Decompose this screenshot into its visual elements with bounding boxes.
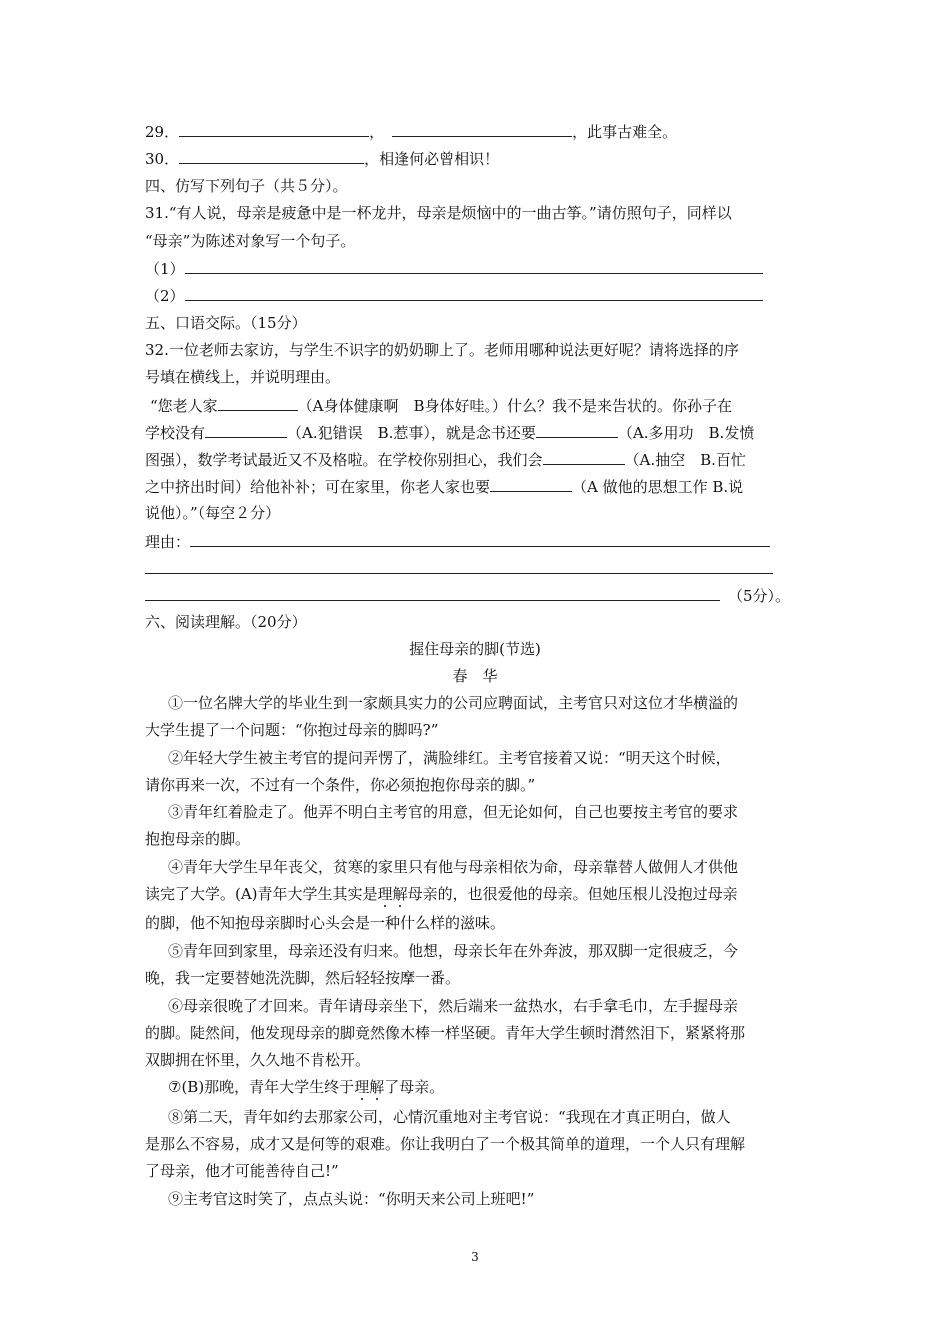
paragraph-5-line1: ⑤青年回到家里，母亲还没有归来。他想，母亲长年在外奔波，那双脚一定很疲乏，今 bbox=[168, 942, 739, 960]
paragraph-6-line1: ⑥母亲很晚了才回来。青年请母亲坐下，然后端来一盆热水，右手拿毛巾，左手握母亲 bbox=[168, 997, 739, 1015]
reason-rule-2[interactable] bbox=[145, 573, 773, 574]
answer-blank[interactable] bbox=[392, 121, 572, 137]
question-30: 30． ，相逢何必曾相识！ bbox=[145, 150, 500, 168]
question-32-passage-line1: “您老人家 （A身体健康啊 B身体好哇。）什么？我不是来告状的。你孙子在 bbox=[150, 397, 733, 415]
paragraph-1-line2: 大学生提了一个问题：“你抱过母亲的脚吗?” bbox=[145, 721, 439, 739]
paragraph-8-line1: ⑧第二天，青年如约去那家公司，心情沉重地对主考官说：“我现在才真正明白，做人 bbox=[168, 1108, 731, 1126]
paragraph-1-line1: ①一位名牌大学的毕业生到一家颇具实力的公司应聘面试，主考官只对这位才华横溢的 bbox=[168, 694, 739, 712]
paragraph-9: ⑨主考官这时笑了，点点头说：“你明天来公司上班吧!” bbox=[168, 1190, 535, 1208]
question-31-item-1: （1） bbox=[145, 258, 763, 279]
question-29: 29． ， ，此事古难全。 bbox=[145, 123, 678, 141]
answer-blank[interactable] bbox=[179, 148, 364, 164]
paragraph-8-line3: 了母亲，他才可能善待自己!” bbox=[145, 1162, 339, 1180]
answer-blank[interactable] bbox=[185, 285, 763, 301]
emphasis-dot-char: 理 bbox=[354, 1078, 370, 1096]
article-author: 春 华 bbox=[452, 667, 498, 685]
question-31-item-2: （2） bbox=[145, 285, 763, 306]
answer-blank[interactable] bbox=[490, 476, 572, 492]
section-4-heading: 四、仿写下列句子（共５分）。 bbox=[145, 177, 348, 195]
section-5-heading: 五、口语交际。（15分） bbox=[145, 314, 307, 332]
emphasis-dot-char: 解 bbox=[392, 885, 408, 903]
answer-blank[interactable] bbox=[536, 422, 618, 438]
paragraph-2-line2: 请你再来一次，不过有一个条件，你必须抱抱你母亲的脚。” bbox=[145, 776, 536, 794]
question-32-passage-line4: 之中挤出时间）给他补补；可在家里，你老人家也要 （A 做他的思想工作 B.说 bbox=[145, 478, 744, 496]
paragraph-6-line2: 的脚。陡然间，他发现母亲的脚竟然像木棒一样坚硬。青年大学生顿时潸然泪下，紧紧将那 bbox=[145, 1024, 746, 1042]
paragraph-4-line3: 的脚，他不知抱母亲脚时心头会是一种什么样的滋味。 bbox=[145, 914, 506, 932]
paragraph-4-line1: ④青年大学生早年丧父，贫寒的家里只有他与母亲相依为命，母亲靠替人做佣人才供他 bbox=[168, 858, 739, 876]
emphasis-dot-char: 解 bbox=[369, 1078, 385, 1096]
paragraph-4-line2: 读完了大学。(A)青年大学生其实是理解母亲的，也很爱他的母亲。但她压根儿没抱过母亲 bbox=[145, 885, 738, 903]
paragraph-8-line2: 是那么不容易，成才又是何等的艰难。你让我明白了一个极其简单的道理，一个人只有理解 bbox=[145, 1135, 746, 1153]
paragraph-3-line2: 抱抱母亲的脚。 bbox=[145, 830, 251, 848]
page-number: 3 bbox=[471, 1250, 479, 1264]
paragraph-2-line1: ②年轻大学生被主考官的提问弄愣了，满脸绯红。主考官接着又说：“明天这个时候， bbox=[168, 749, 731, 767]
question-31-line2: “母亲”为陈述对象写一个句子。 bbox=[145, 232, 356, 250]
answer-blank[interactable] bbox=[543, 449, 625, 465]
reason-blank[interactable] bbox=[190, 531, 770, 547]
paragraph-5-line2: 晚，我一定要替她洗洗脚，然后轻轻按摩一番。 bbox=[145, 969, 461, 987]
reason-blank[interactable] bbox=[145, 585, 720, 601]
paragraph-3-line1: ③青年红着脸走了。他弄不明白主考官的用意，但无论如何，自己也要按主考官的要求 bbox=[168, 803, 739, 821]
question-32-passage-line2: 学校没有 （A.犯错误 B.惹事），就是念书还要 （A.多用功 B.发愤 bbox=[145, 424, 755, 442]
question-32-passage-line5: 说他）。”（每空２分） bbox=[145, 504, 281, 522]
question-32-line2: 号填在横线上，并说明理由。 bbox=[145, 368, 341, 386]
article-title: 握住母亲的脚(节选) bbox=[409, 640, 541, 658]
section-6-heading: 六、阅读理解。（20分） bbox=[145, 613, 307, 631]
answer-blank[interactable] bbox=[205, 422, 287, 438]
question-32-passage-line3: 图强），数学考试最近又不及格啦。在学校你别担心，我们会 （A.抽空 B.百忙 bbox=[145, 451, 746, 469]
question-32-reason: 理由： bbox=[145, 531, 770, 552]
paragraph-6-line3: 双脚拥在怀里，久久地不肯松开。 bbox=[145, 1051, 371, 1069]
answer-blank[interactable] bbox=[185, 258, 763, 274]
paragraph-7: ⑦(B)那晚，青年大学生终于理解了母亲。 bbox=[168, 1078, 445, 1096]
question-31-line1: 31.“有人说，母亲是疲惫中是一杯龙井，母亲是烦恼中的一曲古筝。”请仿照句子，同样以 bbox=[145, 204, 732, 222]
answer-blank[interactable] bbox=[179, 121, 369, 137]
answer-blank[interactable] bbox=[218, 395, 298, 411]
emphasis-dot-char: 理 bbox=[377, 885, 393, 903]
question-32-reason-last: （5分）。 bbox=[145, 585, 790, 606]
question-32-line1: 32.一位老师去家访，与学生不识字的奶奶聊上了。老师用哪种说法更好呢？请将选择的序 bbox=[145, 341, 739, 359]
